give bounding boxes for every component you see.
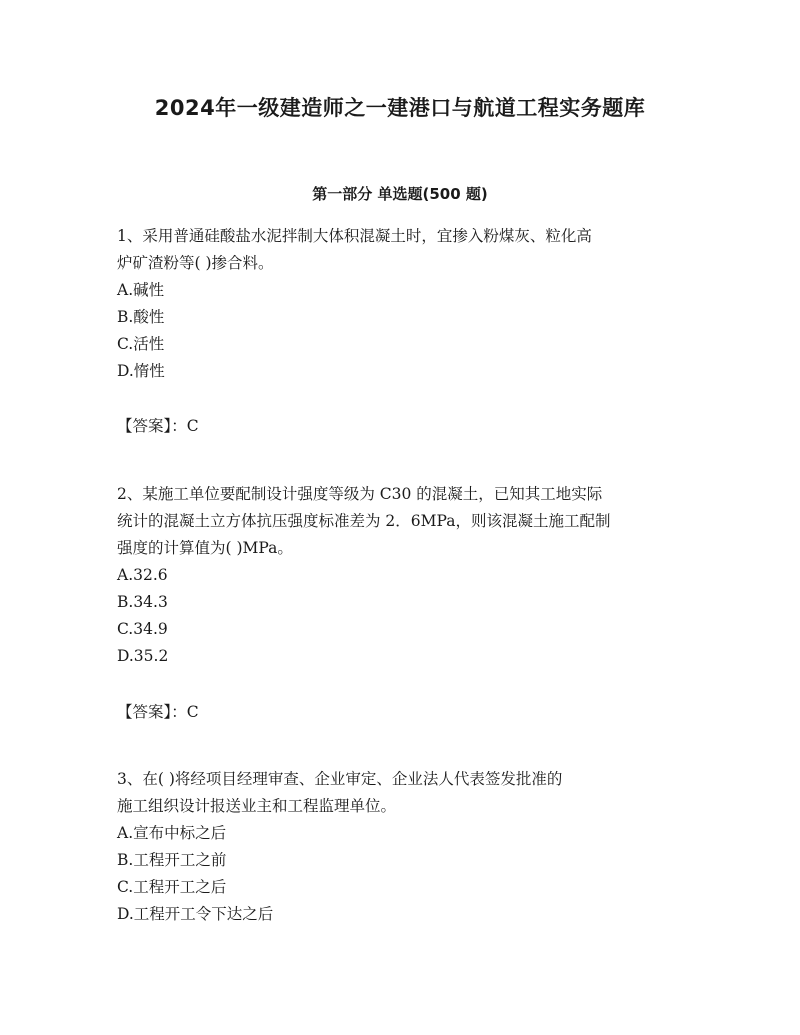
option-c: C.34.9: [117, 620, 168, 638]
option-c: C.工程开工之后: [117, 878, 227, 896]
option-d: D.工程开工令下达之后: [117, 905, 274, 923]
question-stem-line: 施工组织设计报送业主和工程监理单位。: [117, 797, 397, 815]
option-a: A.32.6: [117, 566, 168, 584]
document-title: 2024年一级建造师之一建港口与航道工程实务题库: [154, 96, 646, 120]
option-b: B.34.3: [117, 593, 168, 611]
option-a: A.宣布中标之后: [117, 824, 227, 842]
answer-2: 【答案】：C: [117, 703, 199, 721]
question-stem-line: 炉矿渣粉等( )掺合料。: [117, 254, 274, 272]
question-stem-line: 统计的混凝土立方体抗压强度标准差为 2．6MPa，则该混凝土施工配制: [117, 512, 611, 530]
question-2: [117, 481, 697, 670]
answer-1: 【答案】：C: [117, 417, 199, 435]
option-d: D.35.2: [117, 647, 169, 665]
question-stem-line: 2、某施工单位要配制设计强度等级为 C30 的混凝土，已知其工地实际: [117, 485, 603, 503]
option-b: B.工程开工之前: [117, 851, 227, 869]
section-heading: 第一部分 单选题(500 题): [312, 185, 488, 203]
option-d: D.惰性: [117, 362, 165, 380]
option-b: B.酸性: [117, 308, 165, 326]
question-stem-line: 强度的计算值为( )MPa。: [117, 539, 293, 557]
question-1: [117, 223, 697, 385]
option-a: A.碱性: [117, 281, 165, 299]
question-stem-line: 1、采用普通硅酸盐水泥拌制大体积混凝土时，宜掺入粉煤灰、粒化高: [117, 227, 592, 245]
question-stem-line: 3、在( )将经项目经理审查、企业审定、企业法人代表签发批准的: [117, 770, 563, 788]
question-3: [117, 766, 697, 928]
option-c: C.活性: [117, 335, 165, 353]
